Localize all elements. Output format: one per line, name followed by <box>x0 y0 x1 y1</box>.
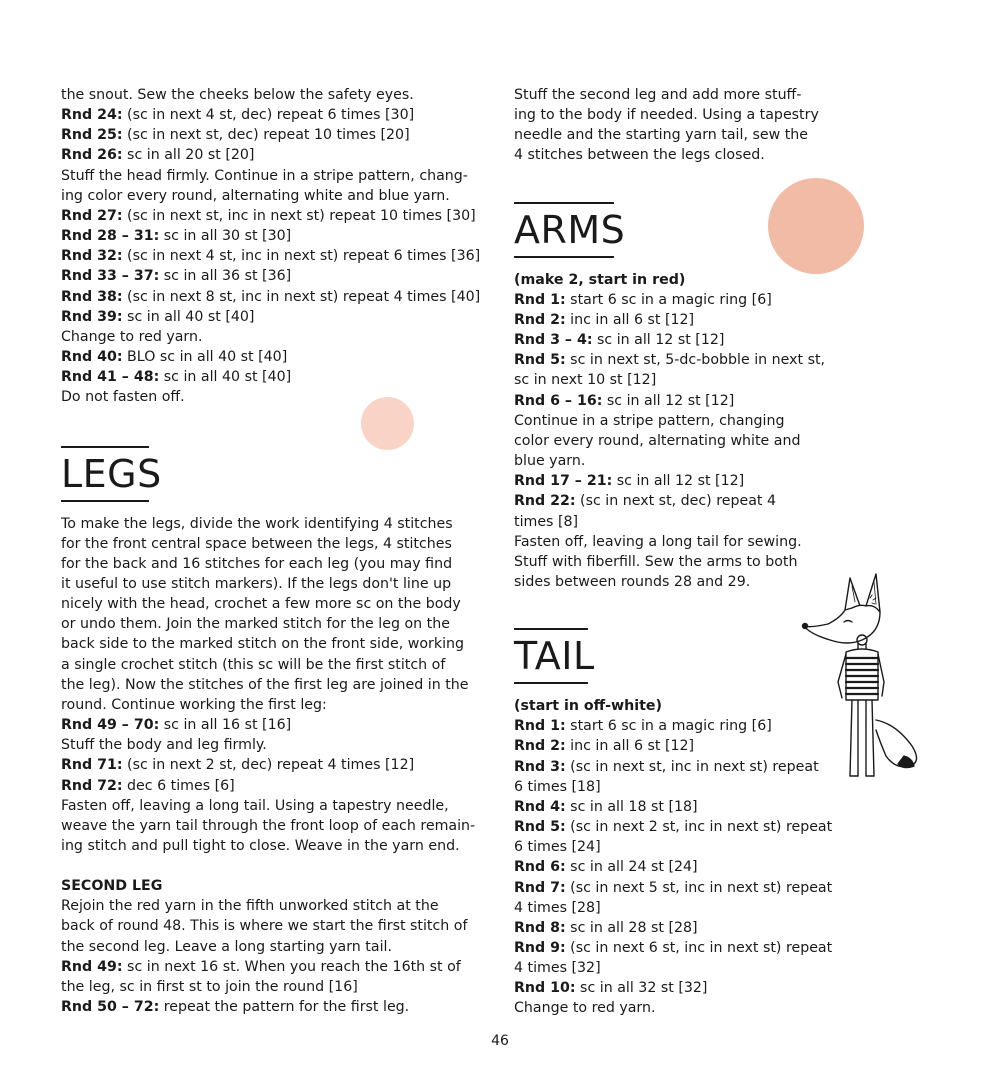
heading-rule-bottom <box>61 500 149 502</box>
round-line: Rnd 3: (sc in next st, inc in next st) repeat <box>514 758 819 775</box>
round-line: Rnd 5: (sc in next 2 st, inc in next st) repeat <box>514 819 833 836</box>
arms-section-heading <box>514 202 834 258</box>
heading-rule-top <box>61 446 149 448</box>
tail-section-heading <box>514 628 834 684</box>
text-line: the leg). Now the stitches of the first leg are joined in the <box>61 676 469 693</box>
arms-title: ARMS <box>514 207 626 252</box>
legs-title: LEGS <box>61 451 162 496</box>
round-line: Rnd 3 – 4: sc in all 12 st [12] <box>514 332 725 349</box>
round-line: Rnd 4: sc in all 18 st [18] <box>514 798 698 815</box>
fox-illustration <box>800 570 940 785</box>
text-line: Rejoin the red yarn in the fifth unworked stitch at the <box>61 898 439 915</box>
text-line: Change to red yarn. <box>61 328 203 345</box>
round-line: Rnd 2: inc in all 6 st [12] <box>514 311 695 328</box>
round-line: Rnd 22: (sc in next st, dec) repeat 4 <box>514 493 777 510</box>
text-line: sides between rounds 28 and 29. <box>514 573 751 590</box>
text-line: Stuff the second leg and add more stuff- <box>514 87 802 103</box>
text-line: blue yarn. <box>514 453 586 470</box>
round-line: Rnd 8: sc in all 28 st [28] <box>514 919 698 936</box>
round-line: Rnd 24: (sc in next 4 st, dec) repeat 6 times [30] <box>61 107 415 124</box>
text-line: ing stitch and pull tight to close. Weave in the yarn end. <box>61 838 460 854</box>
heading-rule-bottom <box>514 256 614 258</box>
round-line: Rnd 28 – 31: sc in all 30 st [30] <box>61 228 292 245</box>
page-number: 46 <box>491 1033 509 1049</box>
text-line: Change to red yarn. <box>514 1000 656 1017</box>
heading-rule-bottom <box>514 682 588 684</box>
text-line: 4 times [28] <box>514 899 601 916</box>
text-line: nicely with the head, crochet a few more sc on the body <box>61 596 461 613</box>
round-line: Rnd 6: sc in all 24 st [24] <box>514 859 698 876</box>
heading-rule-top <box>514 202 614 204</box>
left-column <box>61 85 493 1017</box>
text-line: color every round, alternating white and <box>514 432 801 449</box>
round-line: Rnd 9: (sc in next 6 st, inc in next st) repeat <box>514 940 833 956</box>
text-line: back side to the marked stitch on the front side, working <box>61 636 465 653</box>
text-line: weave the yarn tail through the front loop of each remain- <box>61 817 476 834</box>
second-leg-subheading: SECOND LEG <box>61 878 163 895</box>
text-line: a single crochet stitch (this sc will be the first stitch of <box>61 656 446 673</box>
text-line: 4 times [32] <box>514 960 601 977</box>
round-line: Rnd 38: (sc in next 8 st, inc in next st) repeat 4 times [40] <box>61 288 481 305</box>
round-line: Rnd 7: (sc in next 5 st, inc in next st) repeat <box>514 879 833 896</box>
text-line: 6 times [24] <box>514 839 601 856</box>
round-line: Rnd 6 – 16: sc in all 12 st [12] <box>514 392 735 409</box>
round-line: Rnd 26: sc in all 20 st [20] <box>61 147 255 164</box>
text-line: it useful to use stitch markers). If the legs don't line up <box>61 575 452 592</box>
round-line: Rnd 39: sc in all 40 st [40] <box>61 308 255 325</box>
round-line: Rnd 10: sc in all 32 st [32] <box>514 980 708 997</box>
text-line: ing to the body if needed. Using a tapestry <box>514 107 819 124</box>
round-line: Rnd 25: (sc in next st, dec) repeat 10 times [20] <box>61 127 410 144</box>
text-line: for the back and 16 stitches for each leg (you may find <box>61 555 453 572</box>
arms-subheading: (make 2, start in red) <box>514 271 686 288</box>
tail-title: TAIL <box>514 634 595 679</box>
text-line: back of round 48. This is where we start the first stitch of <box>61 918 468 935</box>
text-line: round. Continue working the first leg: <box>61 696 327 713</box>
text-line: 6 times [18] <box>514 778 601 795</box>
text-line: Stuff the head firmly. Continue in a stripe pattern, chang- <box>61 167 468 184</box>
round-line: Rnd 1: start 6 sc in a magic ring [6] <box>514 291 772 308</box>
text-line: sc in next 10 st [12] <box>514 372 657 389</box>
text-line: needle and the starting yarn tail, sew the <box>514 127 808 144</box>
round-line: Rnd 40: BLO sc in all 40 st [40] <box>61 349 288 366</box>
text-line: Continue in a stripe pattern, changing <box>514 412 785 429</box>
round-line: Rnd 27: (sc in next st, inc in next st) repeat 10 times [30] <box>61 207 476 224</box>
round-line: Rnd 49: sc in next 16 st. When you reach the 16th st of <box>61 958 461 975</box>
text-line: Fasten off, leaving a long tail. Using a tapestry needle, <box>61 797 449 814</box>
text-line: the leg, sc in first st to join the round [16] <box>61 978 358 995</box>
round-line: Rnd 49 – 70: sc in all 16 st [16] <box>61 717 292 734</box>
text-line: ing color every round, alternating white and blue yarn. <box>61 187 450 204</box>
text-line: the second leg. Leave a long starting yarn tail. <box>61 938 392 955</box>
text-line: Do not fasten off. <box>61 389 185 406</box>
round-line: Rnd 41 – 48: sc in all 40 st [40] <box>61 369 292 386</box>
round-line: Rnd 17 – 21: sc in all 12 st [12] <box>514 473 745 490</box>
text-line: Stuff the body and leg firmly. <box>61 737 267 754</box>
text-line: or undo them. Join the marked stitch for the leg on the <box>61 616 450 633</box>
round-line: Rnd 32: (sc in next 4 st, inc in next st) repeat 6 times [36] <box>61 248 481 265</box>
text-line: Stuff with fiberfill. Sew the arms to both <box>514 553 798 570</box>
round-line: Rnd 50 – 72: repeat the pattern for the first leg. <box>61 999 410 1016</box>
tail-subheading: (start in off-white) <box>514 698 662 715</box>
round-line: Rnd 5: sc in next st, 5-dc-bobble in next st, <box>514 352 826 369</box>
text-line: Fasten off, leaving a long tail for sewing. <box>514 533 802 550</box>
text-line: for the front central space between the legs, 4 stitches <box>61 535 452 552</box>
round-line: Rnd 71: (sc in next 2 st, dec) repeat 4 times [12] <box>61 757 415 774</box>
right-column <box>514 85 834 1019</box>
round-line: Rnd 2: inc in all 6 st [12] <box>514 738 695 755</box>
round-line: Rnd 1: start 6 sc in a magic ring [6] <box>514 718 772 735</box>
legs-section-heading <box>61 446 493 502</box>
intro-line: the snout. Sew the cheeks below the safety eyes. <box>61 87 414 103</box>
text-line: To make the legs, divide the work identifying 4 stitches <box>61 515 453 532</box>
text-line: 4 stitches between the legs closed. <box>514 147 765 164</box>
round-line: Rnd 72: dec 6 times [6] <box>61 777 235 794</box>
text-line: times [8] <box>514 513 579 530</box>
heading-rule-top <box>514 628 588 630</box>
round-line: Rnd 33 – 37: sc in all 36 st [36] <box>61 268 292 285</box>
